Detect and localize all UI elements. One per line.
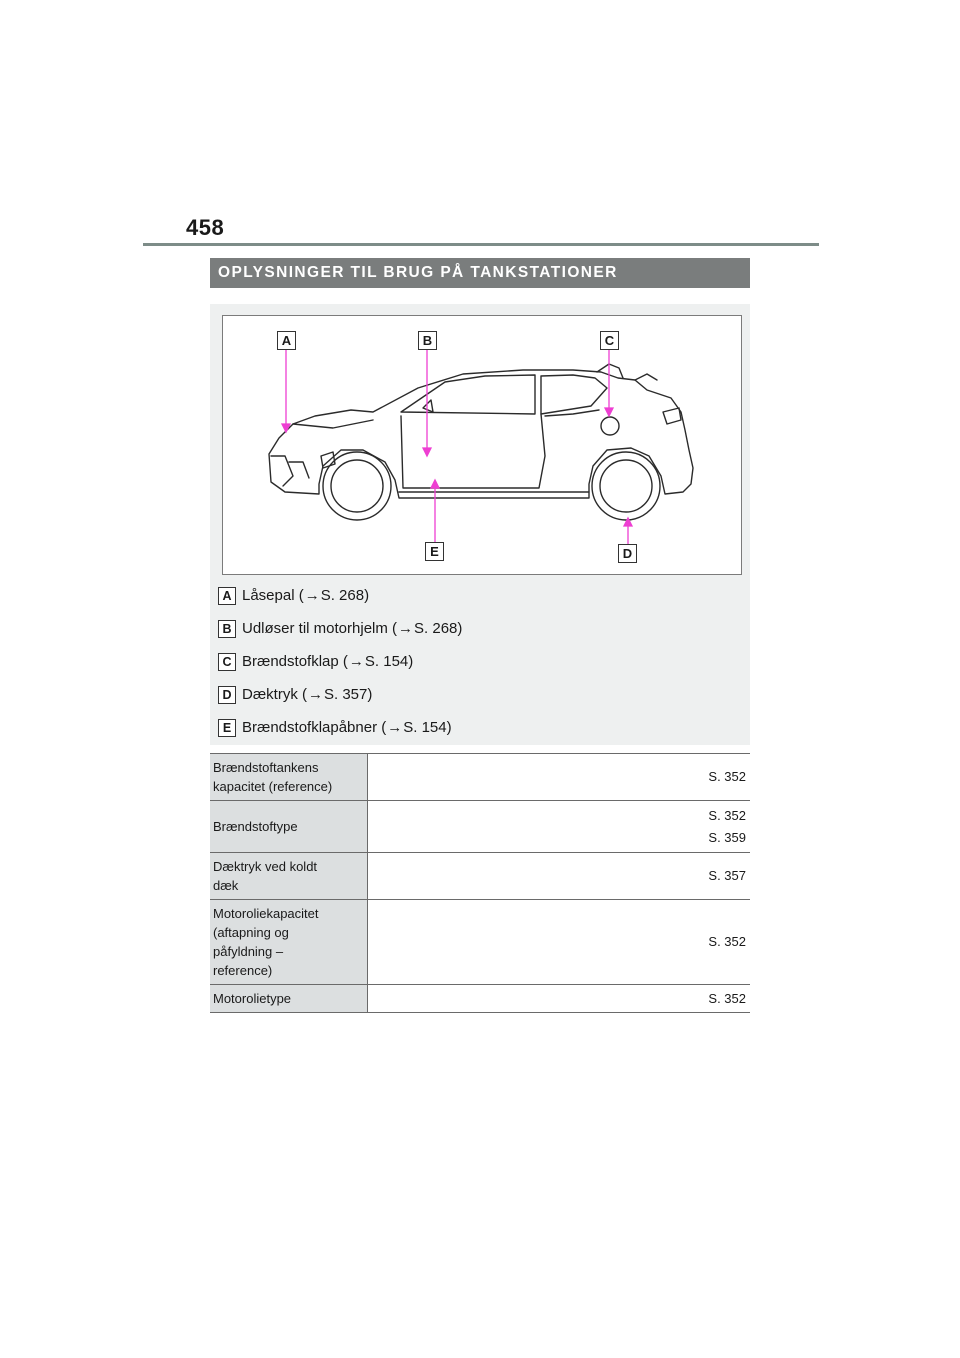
fuel-flap [601, 417, 619, 435]
arrow-right-icon: → [308, 686, 323, 703]
row-value [368, 853, 751, 900]
door-line-rear [545, 410, 599, 416]
legend-item-a [218, 586, 369, 606]
row-value [368, 900, 751, 985]
legend-text: Brændstofklapåbner ( [242, 719, 387, 736]
arrow-right-icon: → [387, 719, 403, 736]
arrow-right-icon: → [304, 587, 320, 604]
row-label [210, 754, 368, 801]
label-line: Brændstoftankens [213, 760, 319, 775]
label-line: dæk [213, 878, 239, 893]
rear-light [663, 408, 681, 424]
table-row [210, 853, 750, 900]
legend-text: Udløser til motorhjelm ( [242, 620, 398, 637]
header-rule [143, 243, 819, 246]
legend-ref: S. 357) [324, 686, 373, 703]
front-wheel-rim [331, 460, 383, 512]
label-line: (aftapning og [213, 925, 289, 940]
arrow-right-icon: → [398, 620, 414, 637]
callout-e: E [425, 542, 444, 561]
page-number: 458 [186, 215, 225, 240]
legend-text: Dæktryk ( [242, 686, 307, 703]
label-line: Motorolietype [213, 991, 292, 1006]
legend-key-a: A [218, 587, 236, 605]
car-side-view-illustration [223, 316, 741, 574]
legend-key-b: B [218, 620, 236, 638]
row-label [210, 985, 368, 1013]
legend-item-c [218, 652, 413, 672]
legend-text: Låsepal ( [242, 587, 304, 604]
section-title: OPLYSNINGER TIL BRUG PÅ TANKSTATIONER [210, 258, 750, 288]
page-ref: S. 352 [708, 807, 746, 823]
rear-wheel-rim [600, 460, 652, 512]
table-row [210, 900, 750, 985]
table-row [210, 985, 750, 1013]
legend-ref: S. 154) [364, 653, 414, 670]
legend-key-d: D [218, 686, 236, 704]
leader-arrow-b [423, 448, 431, 456]
rear-spoiler [597, 364, 657, 380]
page-ref: S. 352 [708, 934, 746, 949]
label-line: kapacitet (reference) [213, 779, 333, 794]
row-label [210, 801, 368, 853]
callout-d: D [618, 544, 637, 563]
page-ref: S. 352 [708, 769, 746, 784]
legend-ref: S. 154) [403, 719, 452, 736]
rear-window [541, 375, 607, 414]
fuel-info-table [210, 753, 750, 1013]
arrow-right-icon: → [348, 653, 364, 670]
front-grille [271, 456, 309, 486]
label-line: Dæktryk ved koldt [213, 859, 318, 874]
row-value [368, 801, 751, 853]
page-ref: S. 359 [708, 829, 746, 845]
row-value [368, 985, 751, 1013]
label-line: reference) [213, 963, 273, 978]
legend-key-e: E [218, 719, 236, 737]
legend-item-d [218, 685, 372, 705]
legend-ref: S. 268) [414, 620, 463, 637]
label-line: påfyldning – [213, 944, 284, 959]
page-ref: S. 357 [708, 868, 746, 883]
front-window [401, 375, 535, 414]
row-label [210, 853, 368, 900]
callout-a: A [277, 331, 296, 350]
row-value [368, 754, 751, 801]
legend-ref: S. 268) [320, 587, 370, 604]
leader-arrow-e [431, 480, 439, 488]
door-line [401, 414, 545, 488]
rear-wheel [592, 452, 660, 520]
row-label [210, 900, 368, 985]
legend-item-e [218, 718, 452, 738]
legend-key-c: C [218, 653, 236, 671]
legend-item-b [218, 619, 462, 639]
leader-arrow-c [605, 408, 613, 416]
legend-text: Brændstofklap ( [242, 653, 348, 670]
side-mirror [423, 400, 433, 412]
callout-b: B [418, 331, 437, 350]
table-row [210, 754, 750, 801]
page-ref: S. 352 [708, 990, 746, 1006]
callout-c: C [600, 331, 619, 350]
front-intake [321, 452, 335, 468]
label-line: Brændstoftype [213, 819, 298, 834]
car-figure [222, 315, 742, 575]
table-row [210, 801, 750, 853]
hood-line [293, 420, 373, 428]
front-wheel [323, 452, 391, 520]
label-line: Motoroliekapacitet [213, 906, 319, 921]
